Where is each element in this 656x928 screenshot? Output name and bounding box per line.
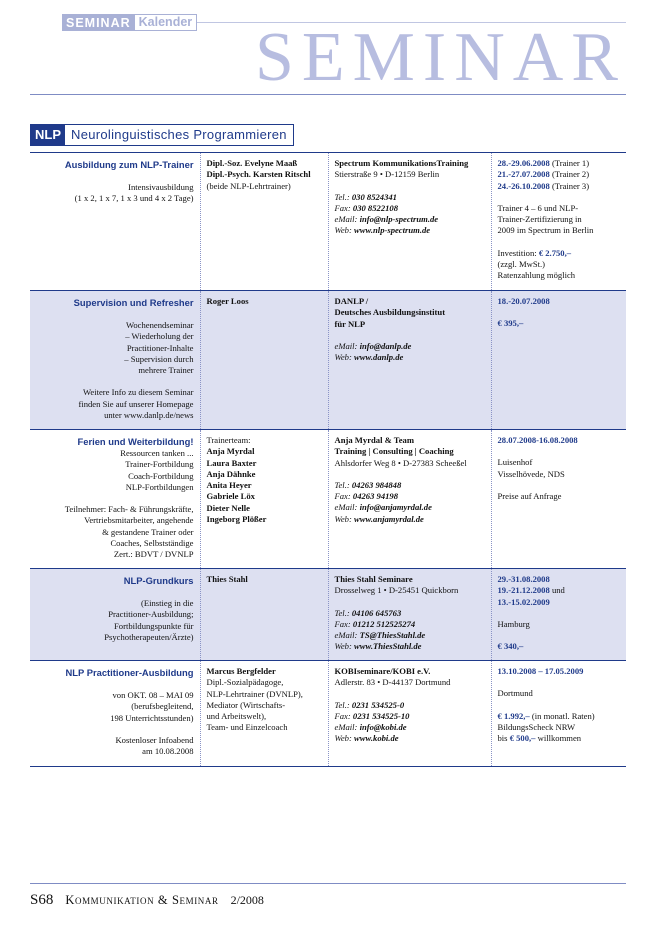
course-title: NLP Practitioner-Ausbildung	[65, 667, 194, 678]
org-address: Drosselweg 1 • D-25451 Quickborn	[334, 585, 459, 596]
trainer-name: Dipl.-Soz. Evelyne Maaß	[206, 158, 298, 168]
org-name: DANLP /	[334, 296, 369, 306]
org-address: Stierstraße 9 • D-12159 Berlin	[334, 169, 440, 180]
course-cell	[30, 153, 200, 291]
date-line: 13.-15.02.2009	[497, 596, 550, 607]
price-line: € 395,–	[497, 318, 524, 329]
date-line: 13.10.2008 – 17.05.2009	[497, 666, 584, 676]
email-line: eMail: info@anjamyrdal.de	[334, 502, 432, 513]
fax-line: Fax: 01212 512525274	[334, 618, 416, 629]
header-tag-seminar: SEMINAR	[62, 14, 135, 31]
trainer-note: und Arbeitswelt),	[206, 711, 267, 722]
org-name: für NLP	[334, 318, 366, 329]
dates-cell	[491, 430, 626, 569]
trainer-note: NLP-Lehrtrainer (DVNLP),	[206, 688, 303, 699]
course-desc: unter www.danlp.de/news	[104, 410, 194, 421]
price-line: Investition: € 2.750,–	[497, 247, 572, 258]
note-line: (zzgl. MwSt.)	[497, 259, 545, 270]
issue-number: 2/2008	[230, 893, 264, 907]
note-line: 2009 im Spectrum in Berlin	[497, 225, 594, 236]
dates-cell	[491, 569, 626, 661]
date-line: 19.-21.12.2008 und	[497, 585, 565, 596]
trainer-name: Roger Loos	[206, 296, 249, 306]
date-line: 21.-27.07.2008 (Trainer 2)	[497, 169, 590, 180]
course-desc: & gestandene Trainer oder	[102, 526, 194, 537]
org-name: Thies Stahl Seminare	[334, 574, 413, 584]
trainer-cell	[200, 569, 328, 661]
note-line: Preise auf Anfrage	[497, 490, 562, 501]
web-line: Web: www.danlp.de	[334, 352, 404, 363]
course-desc: Teilnehmer: Fach- & Führungskräfte,	[64, 504, 194, 515]
trainer-name: Marcus Bergfelder	[206, 666, 276, 676]
table-row	[30, 569, 626, 661]
tel-line: Tel.: 04106 645763	[334, 607, 402, 618]
price-line: € 1.992,– (in monatl. Raten)	[497, 710, 595, 721]
trainer-note: Team- und Einzelcoach	[206, 722, 288, 733]
course-desc: 198 Unterrichtsstunden)	[110, 712, 194, 723]
course-desc: Trainer-Fortbildung	[125, 459, 194, 470]
org-name: Deutsches Ausbildungsinstitut	[334, 307, 446, 318]
web-line: Web: www.ThiesStahl.de	[334, 641, 422, 652]
note-line: Ratenzahlung möglich	[497, 270, 576, 281]
page-number: S68	[30, 892, 54, 908]
org-name: KOBIseminare/KOBI e.V.	[334, 666, 431, 676]
course-desc: NLP-Fortbildungen	[125, 481, 194, 492]
tel-line: Tel.: 0231 534525-0	[334, 699, 405, 710]
course-desc: Fortbildungspunkte für	[114, 620, 194, 631]
team-label: Trainerteam:	[206, 435, 251, 445]
table-row	[30, 153, 626, 291]
contact-cell	[328, 430, 491, 569]
trainer-name: Ingeborg Plößer	[206, 514, 267, 525]
footer	[30, 892, 264, 909]
table-row	[30, 291, 626, 430]
table-row	[30, 661, 626, 767]
date-line: 28.-29.06.2008 (Trainer 1)	[497, 158, 590, 168]
table-row	[30, 430, 626, 569]
trainer-name: Dipl.-Psych. Karsten Ritschl	[206, 169, 311, 180]
course-desc: (Einstieg in die	[140, 598, 194, 608]
fax-line: Fax: 04263 94198	[334, 491, 399, 502]
trainer-note: Mediator (Wirtschafts-	[206, 699, 286, 710]
dates-cell	[491, 661, 626, 767]
course-desc: finden Sie auf unserer Homepage	[78, 398, 194, 409]
trainer-name: Thies Stahl	[206, 574, 248, 584]
note-line: Trainer-Zertifizierung in	[497, 214, 582, 225]
header-rule-bottom	[30, 94, 626, 95]
course-desc: Vertriebsmitarbeiter, angehende	[84, 515, 194, 526]
course-desc: Intensivausbildung	[128, 182, 194, 192]
web-line: Web: www.kobi.de	[334, 733, 399, 744]
course-desc: am 10.08.2008	[142, 746, 194, 757]
trainer-cell	[200, 430, 328, 569]
note-line: Hamburg	[497, 618, 530, 629]
date-line: 28.07.2008-16.08.2008	[497, 435, 578, 445]
org-address: Adlerstr. 83 • D-44137 Dortmund	[334, 677, 451, 688]
note-line: Luisenhof	[497, 457, 533, 468]
web-line: Web: www.anjamyrdal.de	[334, 513, 424, 524]
dates-cell	[491, 153, 626, 291]
note-line: Dortmund	[497, 688, 533, 699]
contact-cell	[328, 661, 491, 767]
course-desc: – Wiederholung der	[125, 331, 194, 342]
contact-cell	[328, 153, 491, 291]
course-desc: Psychotherapeuten/Ärzte)	[104, 631, 194, 642]
section-name: Neurolinguistisches Programmieren	[71, 127, 287, 142]
trainer-name: Gabriele Löx	[206, 491, 255, 502]
header-tag-kalender: Kalender	[135, 14, 198, 31]
date-line: 18.-20.07.2008	[497, 296, 550, 306]
footer-rule	[30, 883, 626, 884]
trainer-name: Laura Baxter	[206, 457, 257, 468]
email-line: eMail: info@nlp-spectrum.de	[334, 214, 439, 225]
trainer-name: Dieter Nelle	[206, 502, 251, 513]
trainer-cell	[200, 153, 328, 291]
dates-cell	[491, 291, 626, 430]
web-line: Web: www.nlp-spectrum.de	[334, 225, 431, 236]
course-desc: Coach-Fortbildung	[128, 470, 194, 481]
course-cell	[30, 661, 200, 767]
course-desc: (berufsbegleitend,	[131, 701, 194, 712]
contact-cell	[328, 569, 491, 661]
course-desc: Zert.: BDVT / DVNLP	[113, 549, 194, 560]
course-desc: Coaches, Selbstständige	[110, 538, 194, 549]
course-desc: mehrere Trainer	[138, 365, 194, 376]
trainer-note: Dipl.-Sozialpädagoge,	[206, 677, 284, 688]
seminar-table	[30, 152, 626, 767]
section-title	[30, 124, 294, 146]
fax-line: Fax: 0231 534525-10	[334, 710, 410, 721]
trainer-name: Anita Heyer	[206, 480, 252, 491]
email-line: eMail: info@kobi.de	[334, 722, 407, 733]
header-big-title: SEMINAR	[254, 19, 626, 96]
course-desc: Practitioner-Ausbildung;	[108, 609, 194, 620]
note-line: Trainer 4 – 6 und NLP-	[497, 202, 579, 213]
course-title: NLP-Grundkurs	[123, 575, 194, 586]
trainer-name: Anja Dähnke	[206, 468, 256, 479]
course-desc: (1 x 2, 1 x 7, 1 x 3 und 4 x 2 Tage)	[74, 193, 194, 204]
course-desc: von OKT. 08 – MAI 09	[112, 690, 194, 700]
tel-line: Tel.: 030 8524341	[334, 191, 397, 202]
email-line: eMail: info@danlp.de	[334, 340, 412, 351]
course-desc: Weitere Info zu diesem Seminar	[82, 387, 194, 398]
magazine-name: Kommunikation & Seminar	[65, 893, 219, 907]
course-title: Supervision und Refresher	[73, 297, 194, 308]
course-cell	[30, 430, 200, 569]
course-desc: – Supervision durch	[124, 353, 194, 364]
email-line: eMail: TS@ThiesStahl.de	[334, 630, 426, 641]
section-code: NLP	[31, 125, 65, 145]
note-line: Visselhövede, NDS	[497, 468, 565, 479]
trainer-note: (beide NLP-Lehrtrainer)	[206, 180, 291, 191]
course-title: Ferien und Weiterbildung!	[77, 436, 194, 447]
note-line: bis € 500,– willkommen	[497, 733, 582, 744]
org-name: Training | Consulting | Coaching	[334, 446, 454, 457]
trainer-cell	[200, 291, 328, 430]
tel-line: Tel.: 04263 984848	[334, 479, 402, 490]
date-line: 29.-31.08.2008	[497, 574, 550, 584]
trainer-cell	[200, 661, 328, 767]
fax-line: Fax: 030 8522108	[334, 202, 399, 213]
course-cell	[30, 291, 200, 430]
note-line: BildungsScheck NRW	[497, 721, 576, 732]
course-title: Ausbildung zum NLP-Trainer	[64, 159, 194, 170]
course-desc: Ressourcen tanken ...	[120, 448, 194, 458]
org-name: Anja Myrdal & Team	[334, 435, 414, 445]
course-desc: Practitioner-Inhalte	[126, 342, 194, 353]
header-tag	[62, 14, 197, 31]
price-line: € 340,–	[497, 641, 524, 652]
trainer-name: Anja Myrdal	[206, 446, 255, 457]
course-cell	[30, 569, 200, 661]
course-desc: Wochenendseminar	[125, 320, 194, 330]
org-name: Spectrum KommunikationsTraining	[334, 158, 469, 168]
contact-cell	[328, 291, 491, 430]
date-line: 24.-26.10.2008 (Trainer 3)	[497, 180, 590, 191]
course-desc: Kostenloser Infoabend	[115, 734, 194, 745]
org-address: Ahlsdorfer Weg 8 • D-27383 Scheeßel	[334, 457, 467, 468]
